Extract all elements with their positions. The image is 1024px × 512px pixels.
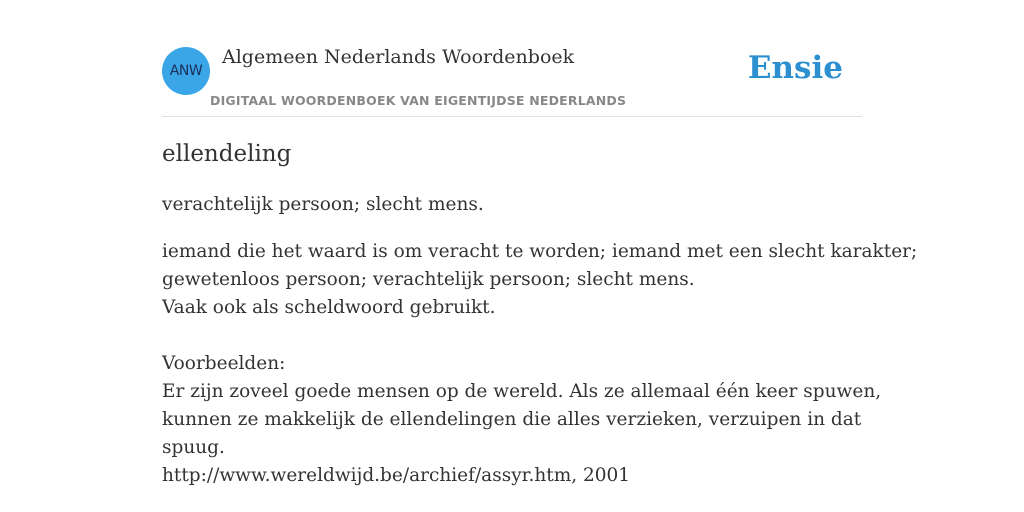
- anw-logo[interactable]: ANW: [162, 47, 210, 95]
- example-line: Er zijn zoveel goede mensen op de wereld. Als ze allemaal één keer spuwen,: [162, 381, 882, 402]
- short-definition: verachtelijk persoon; slecht mens.: [162, 194, 484, 215]
- ensie-brand-logo[interactable]: Ensie: [747, 50, 843, 86]
- example-source: http://www.wereldwijd.be/archief/assyr.htm, 2001: [162, 465, 631, 486]
- site-subtitle: DIGITAAL WOORDENBOEK VAN EIGENTIJDSE NEDERLANDS: [210, 93, 627, 108]
- definition-line: iemand die het waard is om veracht te worden; iemand met een slecht karakter;: [162, 241, 918, 262]
- examples-label: Voorbeelden:: [162, 353, 286, 374]
- long-definition: [162, 238, 918, 490]
- site-title[interactable]: Algemeen Nederlands Woordenboek: [222, 46, 575, 68]
- example-line: kunnen ze makkelijk de ellendelingen die alles verzieken, verzuipen in dat: [162, 409, 862, 430]
- entry-content: [162, 138, 918, 490]
- example-line: spuug.: [162, 437, 225, 458]
- site-header: [162, 40, 862, 117]
- definition-line: gewetenloos persoon; verachtelijk persoon; slecht mens.: [162, 269, 695, 290]
- definition-line: Vaak ook als scheldwoord gebruikt.: [162, 297, 496, 318]
- spacer: [162, 322, 862, 350]
- headword: ellendeling: [162, 141, 292, 167]
